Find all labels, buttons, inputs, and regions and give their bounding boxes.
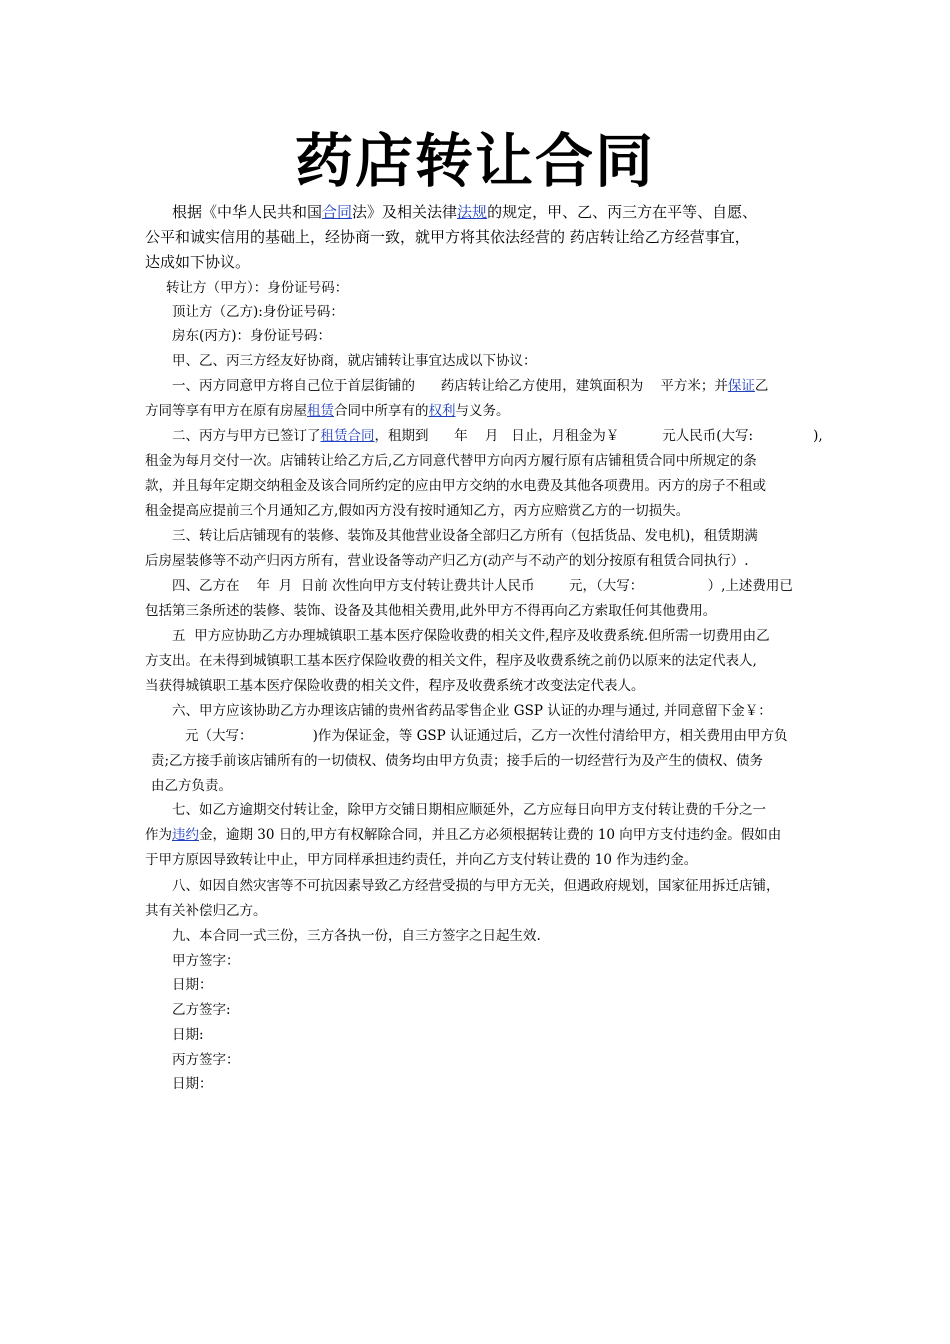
clause-text: ，租期到 年 月 日止，月租金为￥ 元人民币(大写: ),: [374, 428, 823, 444]
clause-7-line-1: 七、如乙方逾期交付转让金，除甲方交铺日期相应顺延外，乙方应每日向甲方支付转让费的千分之一: [172, 802, 766, 818]
lease-contract-link[interactable]: 租赁合同: [320, 428, 375, 444]
contract-law-link[interactable]: 合同: [322, 203, 353, 221]
party-c-line: 房东(丙方)：身份证号码：: [172, 328, 332, 344]
intro-text: 根据《中华人民共和国: [172, 203, 323, 221]
intro-line-1: [172, 202, 757, 222]
regulations-link[interactable]: 法规: [457, 203, 488, 221]
clause-6-line-2: 元（大写： )作为保证金，等 GSP 认证通过后，乙方一次性付清给甲方，相关费用由甲方负: [185, 728, 788, 744]
document-title: 药店转让合同: [294, 127, 655, 195]
clause-1-line-2: [145, 401, 510, 421]
clause-4-line-1: 四、乙方在 年 月 日前 次性向甲方支付转让费共计人民币 元，（大写： ）,上述费用已: [172, 578, 793, 594]
clause-6-line-3: 责;乙方接手前该店铺所有的一切债权、债务均由甲方负责；接手后的一切经营行为及产生的债权、债务: [151, 753, 764, 769]
clause-text: 方同等享有甲方在原有房屋: [145, 403, 307, 419]
breach-link[interactable]: 违约: [172, 827, 199, 843]
clause-3-line-1: 三、转让后店铺现有的装修、装饰及其他营业设备全部归乙方所有（包括货品、发电机)，租赁期满: [172, 528, 758, 544]
party-a-date: 日期：: [172, 977, 213, 993]
intro-text: 的规定，甲、乙、丙三方在平等、自愿、: [487, 203, 758, 221]
party-a-signature: 甲方签字：: [172, 953, 240, 969]
clause-6-line-1: 六、甲方应该协助乙方办理该店铺的贵州省药品零售企业 GSP 认证的办理与通过, 并同意留下金￥：: [172, 703, 772, 719]
clause-5-line-1: 五 甲方应协助乙方办理城镇职工基本医疗保险收费的相关文件,程序及收费系统.但所需一切费用由乙: [172, 628, 770, 644]
clause-8-line-1: 八、如因自然灾害等不可抗因素导致乙方经营受损的与甲方无关，但遇政府规划，国家征用拆迁店铺，: [172, 878, 780, 894]
clause-2-line-3: 款，并且每年定期交纳租金及该合同所约定的应由甲方交纳的水电费及其他各项费用。丙方的房子不租或: [145, 478, 766, 494]
lease-link[interactable]: 租赁: [307, 403, 334, 419]
clause-1-line-1: [172, 376, 768, 396]
clause-text: 与义务。: [455, 403, 510, 419]
clause-text: 金，逾期 30 日的,甲方有权解除合同，并且乙方必须根据转让费的 10 向甲方支付违约金。假如由: [199, 827, 782, 843]
party-c-signature: 丙方签字：: [172, 1052, 240, 1068]
clause-9-line: 九、本合同一式三份，三方各执一份，自三方签字之日起生效.: [172, 928, 541, 944]
clause-2-line-1: [172, 426, 823, 446]
clause-4-line-2: 包括第三条所述的装修、装饰、设备及其他相关费用,此外甲方不得再向乙方索取任何其他费用。: [145, 603, 717, 619]
intro-line-2: 公平和诚实信用的基础上，经协商一致，就甲方将其依法经营的 药店转让给乙方经营事宜，: [145, 228, 750, 246]
clause-text: 乙: [754, 378, 769, 394]
clause-text: 作为: [145, 827, 172, 843]
party-a-line: 转让方（甲方）：身份证号码：: [166, 280, 349, 296]
party-b-signature: 乙方签字:: [172, 1002, 231, 1018]
parties-agreement-line: 甲、乙、丙三方经友好协商，就店铺转让事宜达成以下协议：: [172, 353, 537, 369]
party-c-date: 日期：: [172, 1076, 213, 1092]
guarantee-link[interactable]: 保证: [727, 378, 755, 394]
clause-text: 合同中所享有的: [334, 403, 429, 419]
clause-2-line-2: 租金为每月交付一次。店铺转让给乙方后,乙方同意代替甲方向丙方履行原有店铺租赁合同中所规定的条: [145, 453, 757, 469]
intro-text: 法》及相关法律: [352, 203, 458, 221]
party-b-date: 日期:: [172, 1027, 204, 1043]
clause-text: 一、丙方同意甲方将自己位于首层街铺的 药店转让给乙方使用，建筑面积为 平方米；并: [172, 378, 728, 394]
rights-link[interactable]: 权利: [428, 403, 456, 419]
clause-5-line-3: 当获得城镇职工基本医疗保险收费的相关文件，程序及收费系统才改变法定代表人。: [145, 678, 645, 694]
clause-2-line-4: 租金提高应提前三个月通知乙方,假如丙方没有按时通知乙方，丙方应赔赏乙方的一切损失。: [145, 503, 690, 519]
clause-6-line-4: 由乙方负责。: [151, 778, 232, 794]
clause-text: 二、丙方与甲方已签订了: [172, 428, 321, 444]
clause-8-line-2: 其有关补偿归乙方。: [145, 903, 267, 919]
clause-7-line-3: 于甲方原因导致转让中止，甲方同样承担违约责任，并向乙方支付转让费的 10 作为违约金。: [145, 852, 698, 868]
party-b-line: 顶让方（乙方):身份证号码：: [172, 304, 344, 320]
clause-7-line-2: [145, 825, 781, 845]
clause-3-line-2: 后房屋装修等不动产归丙方所有，营业设备等动产归乙方(动产与不动产的划分按原有租赁合同执行）.: [145, 553, 749, 569]
clause-5-line-2: 方支出。在未得到城镇职工基本医疗保险收费的相关文件，程序及收费系统之前仍以原来的法定代表人,: [145, 653, 757, 669]
intro-line-3: 达成如下协议。: [145, 253, 251, 271]
